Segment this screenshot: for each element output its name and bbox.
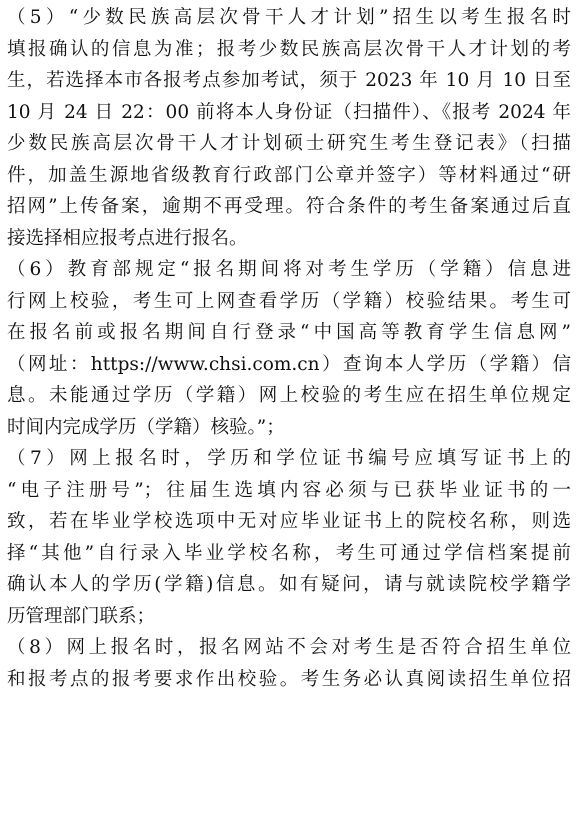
text-line: 行网上校验，考生可上网查看学历（学籍）校验结果。考生可	[7, 290, 571, 312]
text-line: 历管理部门联系；	[7, 605, 156, 627]
text-line: （网址：https://www.chsi.com.cn）查询本人学历（学籍）信	[7, 353, 571, 375]
text-line: 致，若在毕业学校选项中无对应毕业证书上的院校名称，则选	[7, 511, 571, 532]
text-line: 生，若选择本市各报考点参加考试，须于 2023 年 10 月 10 日至	[7, 70, 571, 91]
text-line: （8）网上报名时，报名网站不会对考生是否符合招生单位	[7, 637, 571, 658]
text-line: 填报确认的信息为准；报考少数民族高层次骨干人才计划的考	[7, 38, 571, 60]
text-line: （7）网上报名时，学历和学位证书编号应填写证书上的	[7, 448, 571, 469]
text-line: （5）“少数民族高层次骨干人才计划”招生以考生报名时	[7, 7, 571, 28]
text-line: 时间内完成学历（学籍）核验。”；	[7, 416, 285, 438]
text-line: 息。未能通过学历（学籍）网上校验的考生应在招生单位规定	[7, 385, 571, 406]
text-line: 择“其他”自行录入毕业学校名称，考生可通过学信档案提前	[7, 542, 571, 564]
text-line: 接选择相应报考点进行报名。	[7, 227, 248, 249]
text-line: 10 月 24 日 22：00 前将本人身份证（扫描件）、《报考 2024 年	[7, 101, 571, 123]
text-line: “电子注册号”；往届生选填内容必须与已获毕业证书的一	[7, 479, 571, 501]
text-line: （6）教育部规定“报名期间将对考生学历（学籍）信息进	[7, 259, 571, 280]
text-line: 少数民族高层次骨干人才计划硕士研究生考生登记表》（扫描	[7, 133, 571, 154]
text-line: 招网”上传备案，逾期不再受理。符合条件的考生备案通过后直	[7, 196, 571, 217]
text-line: 在报名前或报名期间自行登录“中国高等教育学生信息网”	[7, 322, 571, 343]
text-line: 确认本人的学历(学籍)信息。如有疑问，请与就读院校学籍学	[7, 574, 571, 595]
text-line: 件，加盖生源地省级教育行政部门公章并签字）等材料通过“研	[7, 164, 571, 186]
text-line: 和报考点的报考要求作出校验。考生务必认真阅读招生单位招	[7, 668, 571, 690]
